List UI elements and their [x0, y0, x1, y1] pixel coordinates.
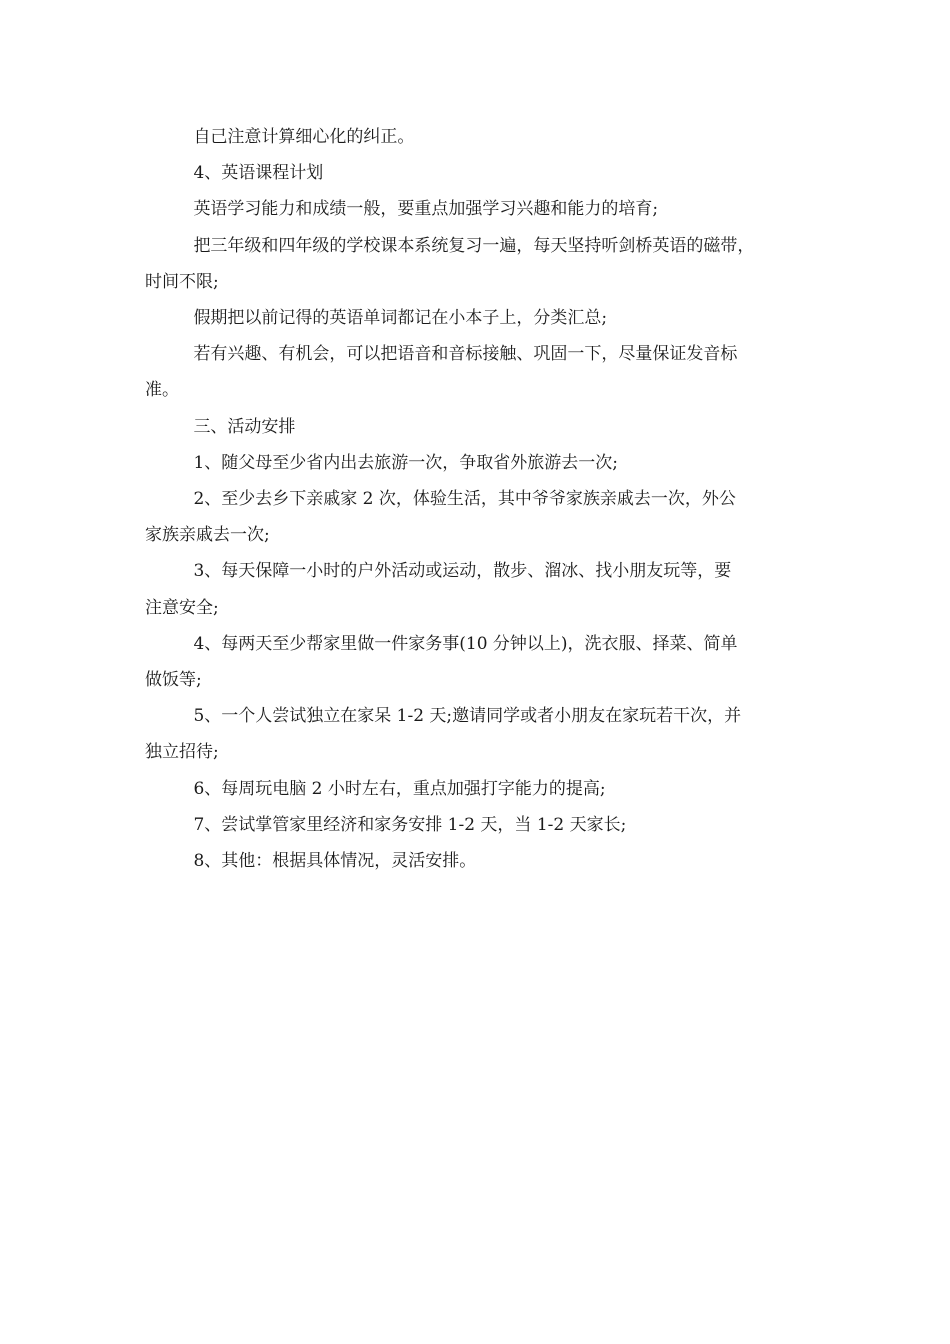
paragraph-line: 自己注意计算细心化的纠正。	[193, 127, 415, 147]
document-body	[145, 119, 810, 879]
paragraph-line: 假期把以前记得的英语单词都记在小本子上，分类汇总;	[193, 308, 608, 329]
section-heading-activities: 三、活动安排	[193, 416, 296, 437]
list-item: 5、一个人尝试独立在家呆 1-2 天;邀请同学或者小朋友在家玩若干次，并	[193, 706, 742, 727]
paragraph-line: 若有兴趣、有机会，可以把语音和音标接触、巩固一下，尽量保证发音标	[193, 344, 738, 365]
list-item: 7、尝试掌管家里经济和家务安排 1-2 天，当 1-2 天家长;	[193, 814, 627, 835]
paragraph-line: 英语学习能力和成绩一般，要重点加强学习兴趣和能力的培育;	[193, 199, 659, 220]
list-item: 3、每天保障一小时的户外活动或运动，散步、溜冰、找小朋友玩等，要	[193, 561, 732, 582]
paragraph-continuation: 时间不限;	[145, 271, 219, 292]
list-item-continuation: 独立招待;	[145, 742, 219, 763]
list-item: 2、至少去乡下亲戚家 2 次，体验生活，其中爷爷家族亲戚去一次，外公	[193, 489, 736, 510]
paragraph-line: 把三年级和四年级的学校课本系统复习一遍，每天坚持听剑桥英语的磁带，	[193, 235, 755, 256]
list-item: 1、随父母至少省内出去旅游一次，争取省外旅游去一次;	[193, 452, 618, 473]
list-item: 6、每周玩电脑 2 小时左右，重点加强打字能力的提高;	[193, 778, 606, 799]
list-item-continuation: 做饭等;	[145, 670, 202, 691]
section-heading-english-plan: 4、英语课程计划	[193, 163, 324, 184]
paragraph-continuation: 准。	[145, 380, 179, 401]
list-item: 8、其他：根据具体情况，灵活安排。	[193, 851, 477, 872]
list-item-continuation: 家族亲戚去一次;	[145, 525, 270, 546]
list-item-continuation: 注意安全;	[145, 597, 219, 618]
list-item: 4、每两天至少帮家里做一件家务事(10 分钟以上)，洗衣服、择菜、简单	[193, 633, 738, 654]
